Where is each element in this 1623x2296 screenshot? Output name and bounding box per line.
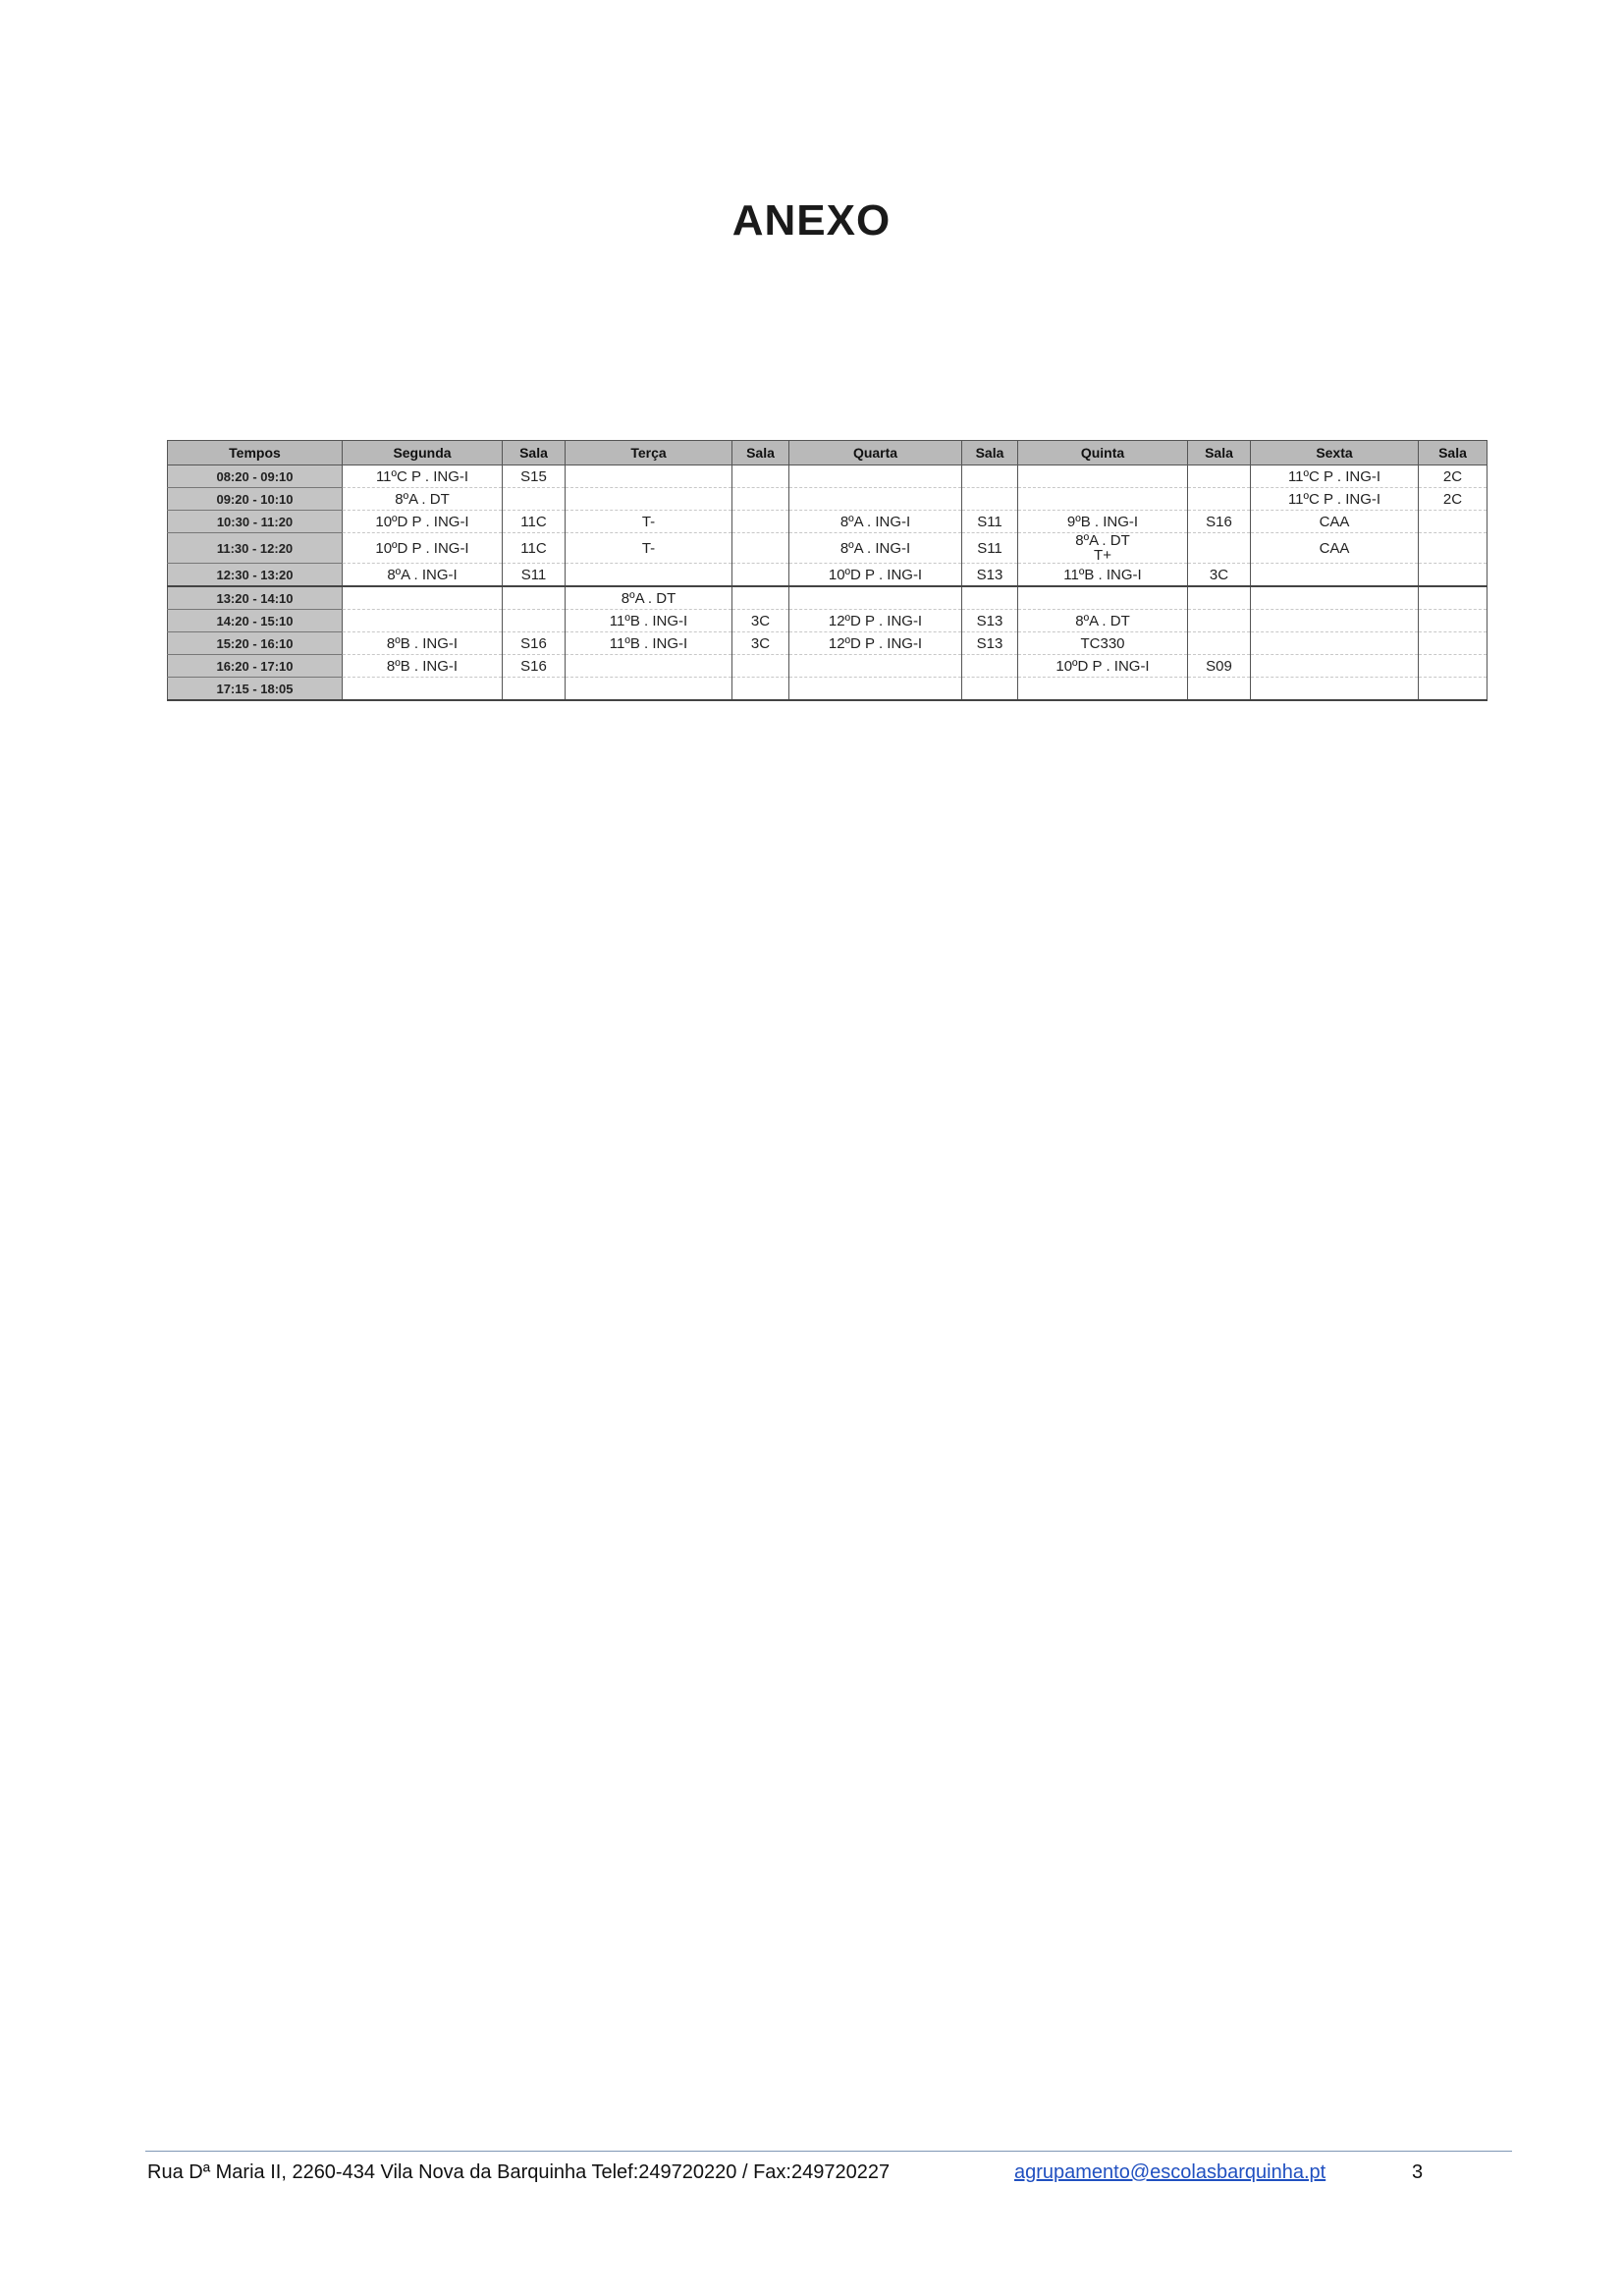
sala-cell bbox=[962, 655, 1018, 678]
sala-cell: S11 bbox=[962, 511, 1018, 533]
sala-cell: S11 bbox=[962, 533, 1018, 564]
sala-cell bbox=[1188, 488, 1251, 511]
sala-cell: S16 bbox=[1188, 511, 1251, 533]
header-sala: Sala bbox=[1188, 441, 1251, 465]
sala-cell: S13 bbox=[962, 632, 1018, 655]
sala-cell bbox=[732, 511, 789, 533]
terca-cell bbox=[566, 564, 732, 587]
header-sala: Sala bbox=[732, 441, 789, 465]
quarta-cell: 12ºD P . ING-I bbox=[789, 632, 962, 655]
table-row bbox=[168, 678, 1488, 701]
sala-cell bbox=[503, 678, 566, 701]
sala-cell: 3C bbox=[732, 632, 789, 655]
table-row bbox=[168, 465, 1488, 488]
quarta-cell: 12ºD P . ING-I bbox=[789, 610, 962, 632]
segunda-cell: 8ºA . DT bbox=[343, 488, 503, 511]
page-title: ANEXO bbox=[731, 196, 892, 245]
quarta-cell bbox=[789, 488, 962, 511]
quarta-cell: 10ºD P . ING-I bbox=[789, 564, 962, 587]
sala-cell bbox=[962, 678, 1018, 701]
quarta-cell bbox=[789, 465, 962, 488]
quarta-cell: 8ºA . ING-I bbox=[789, 511, 962, 533]
sala-cell: 11C bbox=[503, 511, 566, 533]
sexta-cell bbox=[1251, 610, 1419, 632]
time-slot: 09:20 - 10:10 bbox=[168, 488, 343, 511]
quarta-cell bbox=[789, 655, 962, 678]
terca-cell: 11ºB . ING-I bbox=[566, 632, 732, 655]
sala-cell bbox=[962, 488, 1018, 511]
time-slot: 08:20 - 09:10 bbox=[168, 465, 343, 488]
quinta-cell: 10ºD P . ING-I bbox=[1018, 655, 1188, 678]
quinta-cell bbox=[1018, 533, 1188, 564]
header-segunda: Segunda bbox=[343, 441, 503, 465]
sexta-cell bbox=[1251, 586, 1419, 610]
terca-cell: T- bbox=[566, 533, 732, 564]
sexta-cell: CAA bbox=[1251, 511, 1419, 533]
quinta-cell bbox=[1018, 678, 1188, 701]
sala-cell bbox=[732, 564, 789, 587]
footer-divider bbox=[145, 2151, 1512, 2152]
sala-cell bbox=[1419, 586, 1488, 610]
segunda-cell: 8ºB . ING-I bbox=[343, 632, 503, 655]
page-footer bbox=[145, 2161, 1512, 2191]
quinta-cell: TC330 bbox=[1018, 632, 1188, 655]
sala-cell bbox=[1419, 533, 1488, 564]
sala-cell bbox=[962, 465, 1018, 488]
sala-cell bbox=[1419, 632, 1488, 655]
footer-address: Rua Dª Maria II, 2260-434 Vila Nova da Barquinha Telef:249720220 / Fax:249720227 bbox=[147, 2161, 891, 2183]
page-number: 3 bbox=[1412, 2161, 1424, 2183]
header-sala: Sala bbox=[503, 441, 566, 465]
sala-cell bbox=[732, 586, 789, 610]
time-slot: 14:20 - 15:10 bbox=[168, 610, 343, 632]
segunda-cell: 8ºA . ING-I bbox=[343, 564, 503, 587]
table-row bbox=[168, 655, 1488, 678]
quarta-cell bbox=[789, 678, 962, 701]
time-slot: 15:20 - 16:10 bbox=[168, 632, 343, 655]
segunda-cell: 10ºD P . ING-I bbox=[343, 511, 503, 533]
terca-cell bbox=[566, 488, 732, 511]
sala-cell bbox=[503, 586, 566, 610]
quinta-cell bbox=[1018, 465, 1188, 488]
terca-cell: 8ºA . DT bbox=[566, 586, 732, 610]
sala-cell: S13 bbox=[962, 610, 1018, 632]
time-slot: 11:30 - 12:20 bbox=[168, 533, 343, 564]
timetable-header-row bbox=[168, 441, 1488, 465]
quinta-cell: 11ºB . ING-I bbox=[1018, 564, 1188, 587]
segunda-cell: 11ºC P . ING-I bbox=[343, 465, 503, 488]
terca-cell bbox=[566, 465, 732, 488]
quarta-cell: 8ºA . ING-I bbox=[789, 533, 962, 564]
sala-cell: S13 bbox=[962, 564, 1018, 587]
sala-cell bbox=[1188, 678, 1251, 701]
table-row bbox=[168, 564, 1488, 587]
sala-cell bbox=[1188, 533, 1251, 564]
header-sala: Sala bbox=[962, 441, 1018, 465]
terca-cell: T- bbox=[566, 511, 732, 533]
sala-cell: S11 bbox=[503, 564, 566, 587]
sexta-cell: 11ºC P . ING-I bbox=[1251, 465, 1419, 488]
time-slot: 17:15 - 18:05 bbox=[168, 678, 343, 701]
sala-cell bbox=[1419, 678, 1488, 701]
sala-cell bbox=[1419, 610, 1488, 632]
table-row bbox=[168, 586, 1488, 610]
quinta-cell bbox=[1018, 586, 1188, 610]
header-terca: Terça bbox=[566, 441, 732, 465]
sexta-cell bbox=[1251, 632, 1419, 655]
sala-cell bbox=[1188, 586, 1251, 610]
sala-cell bbox=[732, 465, 789, 488]
sala-cell bbox=[1188, 610, 1251, 632]
header-sexta: Sexta bbox=[1251, 441, 1419, 465]
sala-cell bbox=[1188, 465, 1251, 488]
segunda-cell: 8ºB . ING-I bbox=[343, 655, 503, 678]
sexta-cell bbox=[1251, 678, 1419, 701]
sexta-cell: CAA bbox=[1251, 533, 1419, 564]
quinta-cell: 9ºB . ING-I bbox=[1018, 511, 1188, 533]
sala-cell: S16 bbox=[503, 632, 566, 655]
time-slot: 12:30 - 13:20 bbox=[168, 564, 343, 587]
sala-cell bbox=[1419, 511, 1488, 533]
table-row bbox=[168, 533, 1488, 564]
sala-cell: S15 bbox=[503, 465, 566, 488]
time-slot: 10:30 - 11:20 bbox=[168, 511, 343, 533]
header-tempos: Tempos bbox=[168, 441, 343, 465]
sala-cell bbox=[1188, 632, 1251, 655]
table-row bbox=[168, 511, 1488, 533]
sala-cell bbox=[503, 488, 566, 511]
terca-cell bbox=[566, 655, 732, 678]
terca-cell: 11ºB . ING-I bbox=[566, 610, 732, 632]
sala-cell bbox=[732, 678, 789, 701]
sala-cell: 3C bbox=[1188, 564, 1251, 587]
sala-cell: 2C bbox=[1419, 488, 1488, 511]
header-sala: Sala bbox=[1419, 441, 1488, 465]
segunda-cell: 10ºD P . ING-I bbox=[343, 533, 503, 564]
header-quinta: Quinta bbox=[1018, 441, 1188, 465]
footer-email-link[interactable]: agrupamento@escolasbarquinha.pt bbox=[1014, 2161, 1326, 2183]
sala-cell: 2C bbox=[1419, 465, 1488, 488]
sala-cell: 11C bbox=[503, 533, 566, 564]
sexta-cell: 11ºC P . ING-I bbox=[1251, 488, 1419, 511]
sala-cell bbox=[962, 586, 1018, 610]
segunda-cell bbox=[343, 678, 503, 701]
terca-cell bbox=[566, 678, 732, 701]
sexta-cell bbox=[1251, 655, 1419, 678]
sala-cell: 3C bbox=[732, 610, 789, 632]
sala-cell bbox=[503, 610, 566, 632]
sala-cell bbox=[732, 655, 789, 678]
sala-cell bbox=[732, 488, 789, 511]
header-quarta: Quarta bbox=[789, 441, 962, 465]
table-row bbox=[168, 632, 1488, 655]
quarta-cell bbox=[789, 586, 962, 610]
quinta-cell bbox=[1018, 488, 1188, 511]
sala-cell bbox=[1419, 564, 1488, 587]
timetable bbox=[167, 440, 1488, 701]
sala-cell: S09 bbox=[1188, 655, 1251, 678]
time-slot: 13:20 - 14:10 bbox=[168, 586, 343, 610]
quinta-cell-line: T+ bbox=[1094, 547, 1111, 564]
quinta-cell: 8ºA . DT bbox=[1018, 610, 1188, 632]
sala-cell: S16 bbox=[503, 655, 566, 678]
table-row bbox=[168, 488, 1488, 511]
sala-cell bbox=[1419, 655, 1488, 678]
segunda-cell bbox=[343, 610, 503, 632]
sala-cell bbox=[732, 533, 789, 564]
segunda-cell bbox=[343, 586, 503, 610]
table-row bbox=[168, 610, 1488, 632]
sexta-cell bbox=[1251, 564, 1419, 587]
quinta-cell-line: 8ºA . DT bbox=[1075, 532, 1130, 549]
time-slot: 16:20 - 17:10 bbox=[168, 655, 343, 678]
